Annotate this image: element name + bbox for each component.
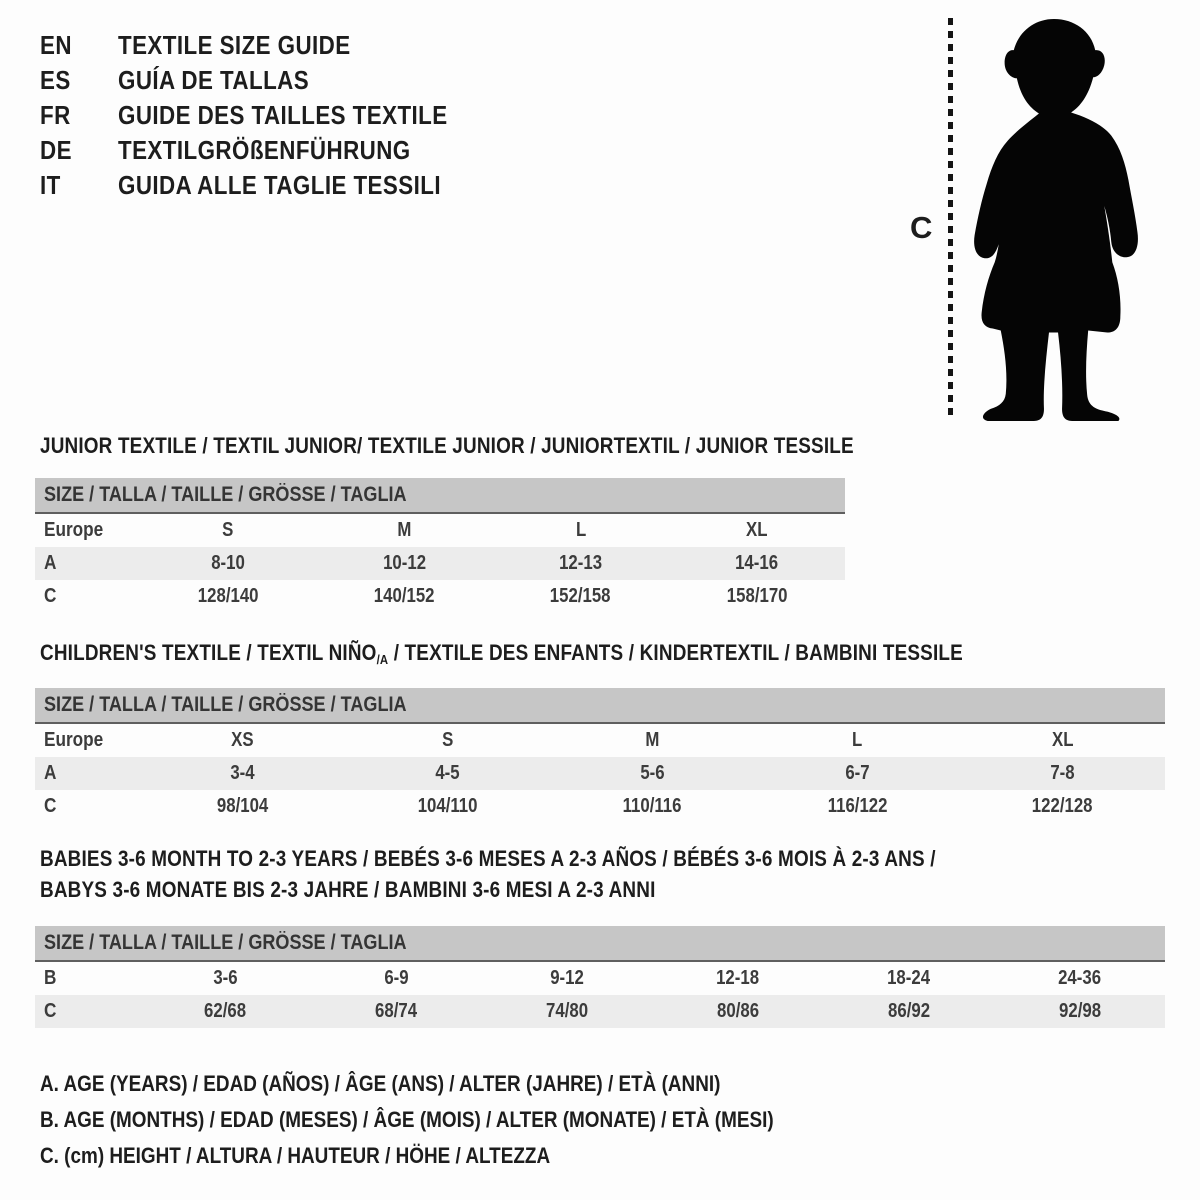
lang-row-es: [40, 63, 501, 98]
lang-code: IT: [40, 170, 61, 200]
language-title-list: [40, 28, 501, 203]
table-row: [35, 757, 1165, 790]
children-size-table: [35, 688, 1165, 823]
row-label: C: [44, 795, 57, 817]
size-header-text: SIZE / TALLA / TAILLE / GRÖSSE / TAGLIA: [44, 693, 407, 716]
lang-row-de: [40, 133, 501, 168]
lang-row-en: [40, 28, 501, 63]
children-table-header: [35, 688, 1165, 724]
height-measure-dashed-line: [948, 18, 953, 416]
table-cell: 92/98: [1058, 1000, 1101, 1022]
row-label: A: [44, 552, 57, 574]
table-cell: 98/104: [216, 795, 269, 817]
table-cell: 62/68: [204, 1000, 247, 1022]
junior-size-table: [35, 478, 845, 613]
lang-title: TEXTILGRÖßENFÜHRUNG: [118, 135, 411, 165]
lang-code: ES: [40, 65, 71, 95]
children-section-title: [40, 640, 1113, 666]
lang-title: GUIDA ALLE TAGLIE TESSILI: [118, 170, 441, 200]
lang-row-fr: [40, 98, 501, 133]
table-cell: 24-36: [1058, 967, 1102, 989]
table-cell: 12-18: [716, 967, 760, 989]
lang-row-it: [40, 168, 501, 203]
table-cell: 3-6: [213, 967, 238, 989]
table-cell: XS: [231, 729, 254, 751]
table-cell: 122/128: [1032, 795, 1093, 817]
babies-section-title-line1: [40, 846, 1081, 872]
footnote-c: [40, 1138, 893, 1174]
size-header-text: SIZE / TALLA / TAILLE / GRÖSSE / TAGLIA: [44, 483, 407, 506]
table-cell: 7-8: [1050, 762, 1075, 784]
footnote-a-text: A. AGE (YEARS) / EDAD (AÑOS) / ÂGE (ANS) / ALTER (JAHRE) / ETÀ (ANNI): [40, 1071, 721, 1096]
row-label: Europe: [44, 519, 104, 541]
lang-title: TEXTILE SIZE GUIDE: [118, 30, 351, 60]
table-cell: 4-5: [435, 762, 460, 784]
table-cell: 5-6: [640, 762, 665, 784]
table-cell: 10-12: [382, 552, 426, 574]
junior-table-header: [35, 478, 845, 514]
height-measure-label: C: [910, 210, 933, 245]
babies-section-title-line2: [40, 877, 756, 903]
footnote-b: [40, 1102, 893, 1138]
table-row: [35, 790, 1165, 823]
table-cell: 18-24: [887, 967, 931, 989]
lang-title: GUÍA DE TALLAS: [118, 65, 310, 95]
footnote-b-text: B. AGE (MONTHS) / EDAD (MESES) / ÂGE (MOIS) / ALTER (MONATE) / ETÀ (MESI): [40, 1107, 774, 1132]
size-header-text: SIZE / TALLA / TAILLE / GRÖSSE / TAGLIA: [44, 931, 407, 954]
table-row: [35, 962, 1165, 995]
table-cell: 6-7: [845, 762, 870, 784]
table-row: [35, 514, 845, 547]
table-row: [35, 580, 845, 613]
table-cell: 3-4: [230, 762, 255, 784]
table-cell: 12-13: [559, 552, 603, 574]
children-title-pre: CHILDREN'S TEXTILE / TEXTIL NIÑO: [40, 640, 377, 665]
footnote-c-text: C. (cm) HEIGHT / ALTURA / HAUTEUR / HÖHE / ALTEZZA: [40, 1143, 551, 1168]
table-cell: 14-16: [735, 552, 779, 574]
table-cell: 158/170: [726, 585, 788, 607]
lang-code: EN: [40, 30, 72, 60]
lang-code: DE: [40, 135, 72, 165]
table-cell: M: [397, 519, 412, 541]
babies-title-line2-text: BABYS 3-6 MONATE BIS 2-3 JAHRE / BAMBINI 3-6 MESI A 2-3 ANNI: [40, 877, 656, 902]
table-cell: 110/116: [623, 795, 682, 817]
table-cell: 152/158: [550, 585, 611, 607]
table-cell: L: [852, 729, 863, 751]
table-cell: 128/140: [197, 585, 259, 607]
table-cell: S: [441, 729, 454, 751]
table-cell: 140/152: [374, 585, 435, 607]
table-row: [35, 995, 1165, 1028]
table-cell: 80/86: [716, 1000, 759, 1022]
footnote-legend: [40, 1066, 893, 1174]
footnote-a: [40, 1066, 893, 1102]
lang-title: GUIDE DES TAILLES TEXTILE: [118, 100, 448, 130]
toddler-silhouette-image: [958, 16, 1145, 423]
junior-section-title: [40, 433, 986, 459]
babies-size-table: [35, 926, 1165, 1028]
table-cell: 104/110: [417, 795, 478, 817]
row-label: Europe: [44, 729, 104, 751]
table-cell: 86/92: [887, 1000, 930, 1022]
table-cell: XL: [1051, 729, 1074, 751]
table-cell: M: [645, 729, 660, 751]
row-label: C: [44, 585, 57, 607]
babies-table-header: [35, 926, 1165, 962]
table-cell: 6-9: [384, 967, 409, 989]
babies-title-line1-text: BABIES 3-6 MONTH TO 2-3 YEARS / BEBÉS 3-6 MESES A 2-3 AÑOS / BÉBÉS 3-6 MOIS À 2-3 ANS /: [40, 846, 936, 871]
children-title-post: / TEXTILE DES ENFANTS / KINDERTEXTIL / BAMBINI TESSILE: [388, 640, 963, 665]
table-row: [35, 547, 845, 580]
row-label: B: [44, 967, 57, 989]
table-cell: 9-12: [550, 967, 584, 989]
children-title-sub: /A: [376, 652, 389, 667]
table-cell: XL: [746, 519, 768, 541]
row-label: A: [44, 762, 57, 784]
table-cell: S: [222, 519, 234, 541]
table-cell: 68/74: [375, 1000, 418, 1022]
table-cell: 74/80: [546, 1000, 589, 1022]
table-cell: L: [575, 519, 586, 541]
table-row: [35, 724, 1165, 757]
table-cell: 116/122: [827, 795, 888, 817]
junior-section-title-text: JUNIOR TEXTILE / TEXTIL JUNIOR/ TEXTILE JUNIOR / JUNIORTEXTIL / JUNIOR TESSILE: [40, 433, 854, 458]
row-label: C: [44, 1000, 57, 1022]
lang-code: FR: [40, 100, 71, 130]
table-cell: 8-10: [211, 552, 245, 574]
